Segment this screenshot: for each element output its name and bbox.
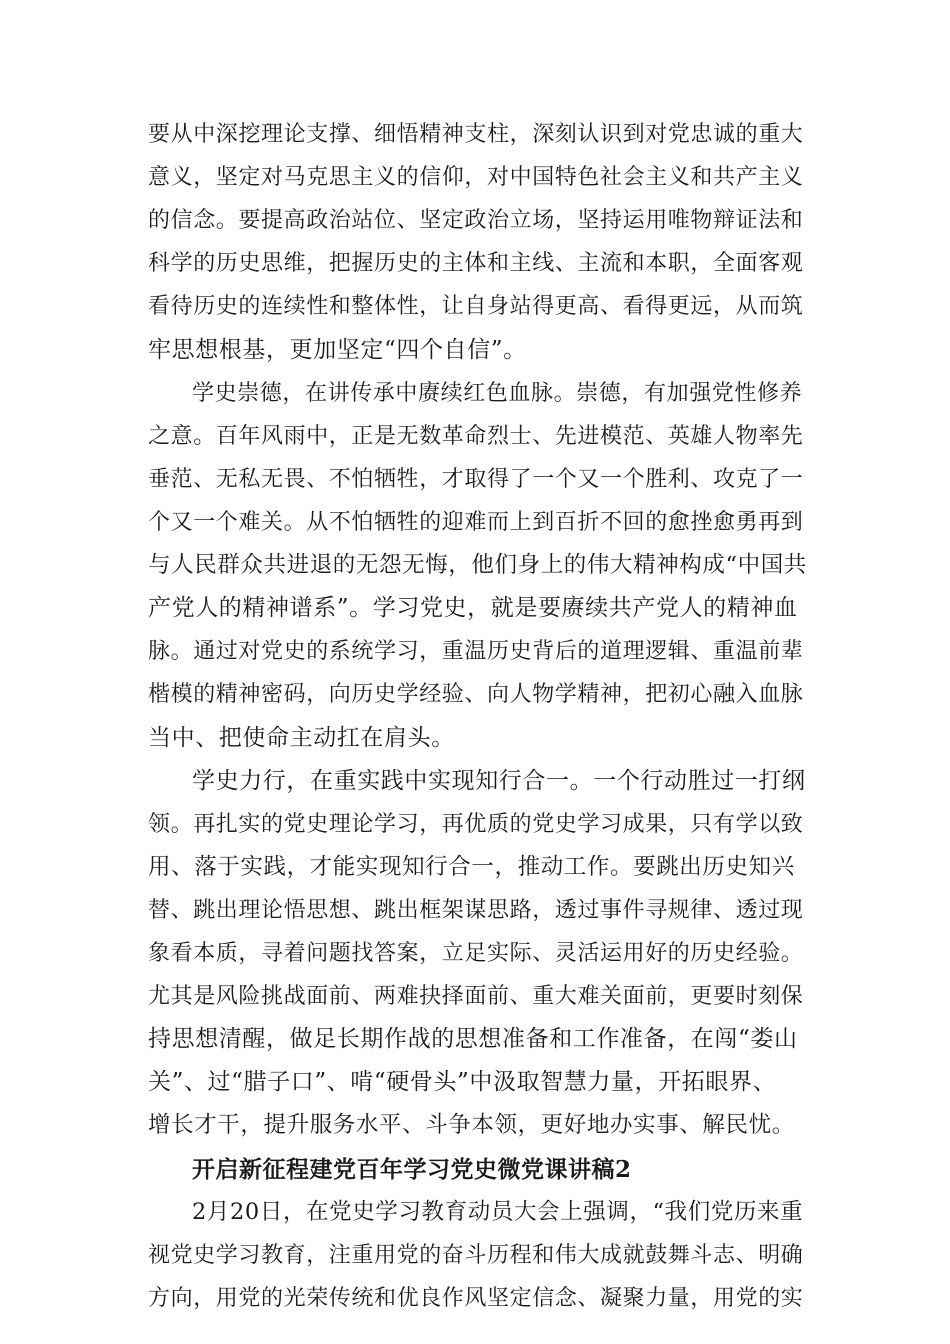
paragraph-line: 方向，用党的光荣传统和优良作风坚定信念、凝聚力量，用党的实 <box>148 1285 804 1311</box>
paragraph-first-line: 学史崇德，在讲传承中赓续红色血脉。崇德，有加强党性修养 <box>192 380 803 406</box>
paragraph-line: 与人民群众共进退的无怨无悔，他们身上的伟大精神构成“中国共 <box>148 552 807 579</box>
section-heading: 开启新征程建党百年学习党史微党课讲稿2 <box>192 1155 632 1183</box>
paragraph-line: 的信念。要提高政治站位、坚定政治立场，坚持运用唯物辩证法和 <box>148 208 804 234</box>
paragraph-first-line: 2月20日，在党史学习教育动员大会上强调，“我们党历来重 <box>192 1198 804 1225</box>
paragraph-line: 用、落于实践，才能实现知行合一，推动工作。要跳出历史知兴 <box>148 853 795 880</box>
paragraph-line: 之意。百年风雨中，正是无数革命烈士、先进模范、英雄人物率先 <box>148 423 804 449</box>
paragraph-line: 视党史学习教育，注重用党的奋斗历程和伟大成就鼓舞斗志、明确 <box>148 1242 804 1268</box>
paragraph-line: 持思想清醒，做足长期作战的思想准备和工作准备，在闯“娄山 <box>148 1026 798 1053</box>
paragraph-line: 关”、过“腊子口”、啃“硬骨头”中汲取智慧力量，开拓眼界、 <box>148 1069 777 1096</box>
paragraph-line: 尤其是风险挑战面前、两难抉择面前、重大难关面前，更要时刻保 <box>148 984 804 1010</box>
paragraph-line: 当中、把使命主动扛在肩头。 <box>148 724 455 751</box>
paragraph-line: 科学的历史思维，把握历史的主体和主线、主流和本职，全面客观 <box>148 251 804 277</box>
paragraph-line: 楷模的精神密码，向历史学经验、向人物学精神，把初心融入血脉 <box>148 682 804 708</box>
paragraph-line: 替、跳出理论悟思想、跳出框架谋思路，透过事件寻规律、透过现 <box>148 897 804 923</box>
paragraph-line: 要从中深挖理论支撑、细悟精神支柱，深刻认识到对党忠诚的重大 <box>148 122 804 147</box>
paragraph-line: 增长才干，提升服务水平、斗争本领，更好地办实事、解民忧。 <box>148 1112 795 1139</box>
paragraph-line: 意义，坚定对马克思主义的信仰，对中国特色社会主义和共产主义 <box>148 165 804 191</box>
paragraph-line: 个又一个难关。从不怕牺牲的迎难而上到百折不回的愈挫愈勇再到 <box>148 509 804 535</box>
paragraph-line: 牢思想根基，更加坚定“四个自信”。 <box>148 336 527 363</box>
paragraph-line: 看待历史的连续性和整体性，让自身站得更高、看得更远，从而筑 <box>148 294 804 320</box>
paragraph-first-line: 学史力行，在重实践中实现知行合一。一个行动胜过一打纲 <box>192 767 806 794</box>
paragraph-line: 垂范、无私无畏、不怕牺牲，才取得了一个又一个胜利、攻克了一 <box>148 466 804 492</box>
paragraph-line: 领。再扎实的党史理论学习，再优质的党史学习成果，只有学以致 <box>148 811 804 837</box>
paragraph-line: 象看本质，寻着问题找答案，立足实际、灵活运用好的历史经验。 <box>148 941 804 967</box>
paragraph-line: 产党人的精神谱系”。学习党史，就是要赓续共产党人的精神血 <box>148 595 798 622</box>
paragraph-line: 脉。通过对党史的系统学习，重温历史背后的道理逻辑、重温前辈 <box>148 639 804 665</box>
